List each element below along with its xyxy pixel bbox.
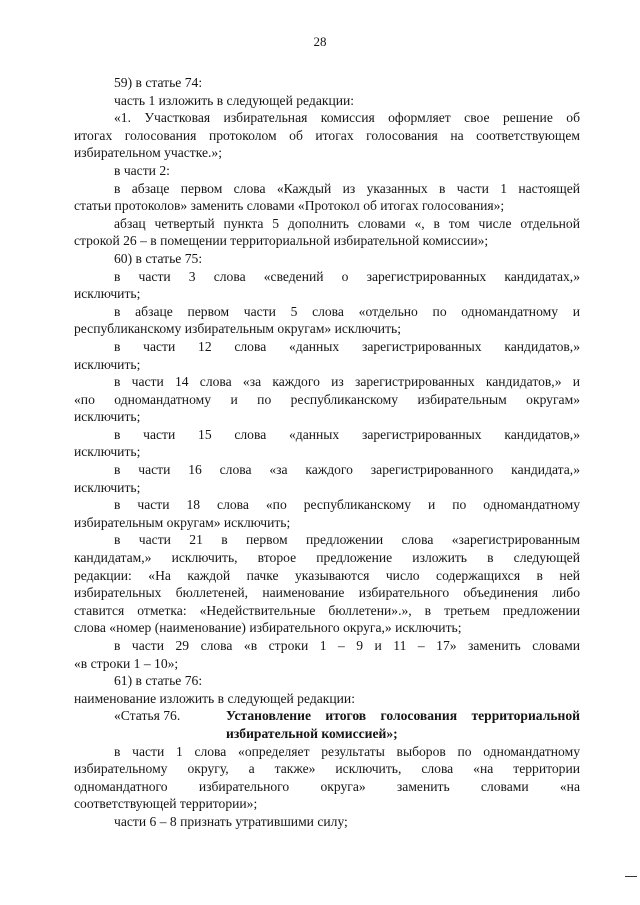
text-line: в части 3 слова «сведений о зарегистрированных кандидатах,» xyxy=(114,268,580,284)
text-line: в части 18 слова «по республиканскому и по одномандатному xyxy=(114,497,580,513)
text-line: в части 16 слова «за каждого зарегистрированного кандидата,» xyxy=(114,462,580,478)
paragraph xyxy=(74,338,580,373)
text-line: соответствующей территории»; xyxy=(74,796,258,812)
text-line: в части 21 в первом предложении слова «зарегистрированным xyxy=(114,532,580,548)
paragraph xyxy=(74,461,580,496)
paragraph xyxy=(74,373,580,426)
text-line: в части 2: xyxy=(114,162,170,178)
paragraph xyxy=(74,74,580,92)
text-line: избирательным округам» исключить; xyxy=(74,514,291,530)
paragraph xyxy=(74,162,580,180)
text-line: слова «номер (наименование) избирательного округа,» исключить; xyxy=(74,620,462,636)
text-line: кандидатам,» исключить, второе предложение изложить в следующей xyxy=(74,550,580,566)
text-line: в части 1 слова «определяет результаты выборов по одномандатному xyxy=(114,743,580,759)
text-line: в части 29 слова «в строки 1 – 9 и 11 – 17» заменить словами xyxy=(114,638,580,653)
paragraph xyxy=(74,268,580,303)
text-line: избирательном участке.»; xyxy=(74,145,222,161)
text-line: 61) в статье 76: xyxy=(114,673,203,689)
text-line: исключить; xyxy=(74,479,141,495)
paragraph xyxy=(74,109,580,162)
text-line: статьи протоколов» заменить словами «Протокол об итогах голосования»; xyxy=(74,198,505,214)
text-line: части 6 – 8 признать утратившими силу; xyxy=(114,813,348,829)
page-number: 28 xyxy=(313,34,327,49)
text-line: наименование изложить в следующей редакции: xyxy=(74,690,355,706)
article-heading xyxy=(74,707,580,742)
text-line: исключить; xyxy=(74,444,141,460)
text-line: в абзаце первом слова «Каждый из указанных в части 1 настоящей xyxy=(114,180,580,196)
page-edge-mark xyxy=(625,876,637,877)
paragraph xyxy=(74,496,580,531)
text-line: в части 15 слова «данных зарегистрированных кандидатов,» xyxy=(114,426,580,442)
text-line: строкой 26 – в помещении территориальной избирательной комиссии»; xyxy=(74,233,489,249)
paragraph xyxy=(74,531,580,637)
text-line: избирательному округу, а также» исключить, слова «на территории xyxy=(74,761,580,777)
text-line: часть 1 изложить в следующей редакции: xyxy=(114,92,355,108)
article-number: «Статья 76. xyxy=(114,708,181,724)
text-line: в части 12 слова «данных зарегистрированных кандидатов,» xyxy=(114,338,580,354)
paragraph xyxy=(74,303,580,338)
paragraph xyxy=(74,92,580,110)
paragraph xyxy=(74,426,580,461)
document-body xyxy=(74,74,580,831)
text-line: 60) в статье 75: xyxy=(114,250,203,266)
paragraph xyxy=(74,690,580,708)
paragraph xyxy=(74,250,580,268)
text-line: одномандатного избирательного округа» заменить словами «на xyxy=(74,778,580,794)
text-line: исключить; xyxy=(74,286,141,302)
text-line: исключить; xyxy=(74,409,141,425)
text-line: «по одномандатному и по республиканскому избирательным округам» xyxy=(74,391,580,407)
paragraph xyxy=(74,215,580,250)
text-line: абзац четвертый пункта 5 дополнить словами «, в том числе отдельной xyxy=(114,215,580,231)
text-line: «1. Участковая избирательная комиссия оформляет свое решение об xyxy=(114,110,580,126)
paragraph xyxy=(74,743,580,813)
text-line: 59) в статье 74: xyxy=(114,75,203,90)
text-line: итогах голосования протоколом об итогах голосования на соответствующем xyxy=(74,127,580,143)
paragraph xyxy=(74,672,580,690)
text-line: «в строки 1 – 10»; xyxy=(74,655,179,671)
article-title: Установление итогов голосования территориальной избирательной комиссией»; xyxy=(226,708,580,741)
text-line: исключить; xyxy=(74,356,141,372)
paragraph xyxy=(74,180,580,215)
text-line: ставится отметка: «Недействительные бюллетени».», в третьем предложении xyxy=(74,602,580,618)
text-line: редакции: «На каждой пачке указываются число содержащихся в ней xyxy=(74,567,580,583)
text-line: избирательных бюллетеней, наименование избирательного объединения либо xyxy=(74,585,580,601)
text-line: в части 14 слова «за каждого из зарегистрированных кандидатов,» и xyxy=(114,374,580,390)
text-line: в абзаце первом части 5 слова «отдельно по одномандатному и xyxy=(114,303,580,319)
paragraph xyxy=(74,813,580,831)
paragraph xyxy=(74,637,580,672)
text-line: республиканскому избирательным округам» исключить; xyxy=(74,321,401,337)
